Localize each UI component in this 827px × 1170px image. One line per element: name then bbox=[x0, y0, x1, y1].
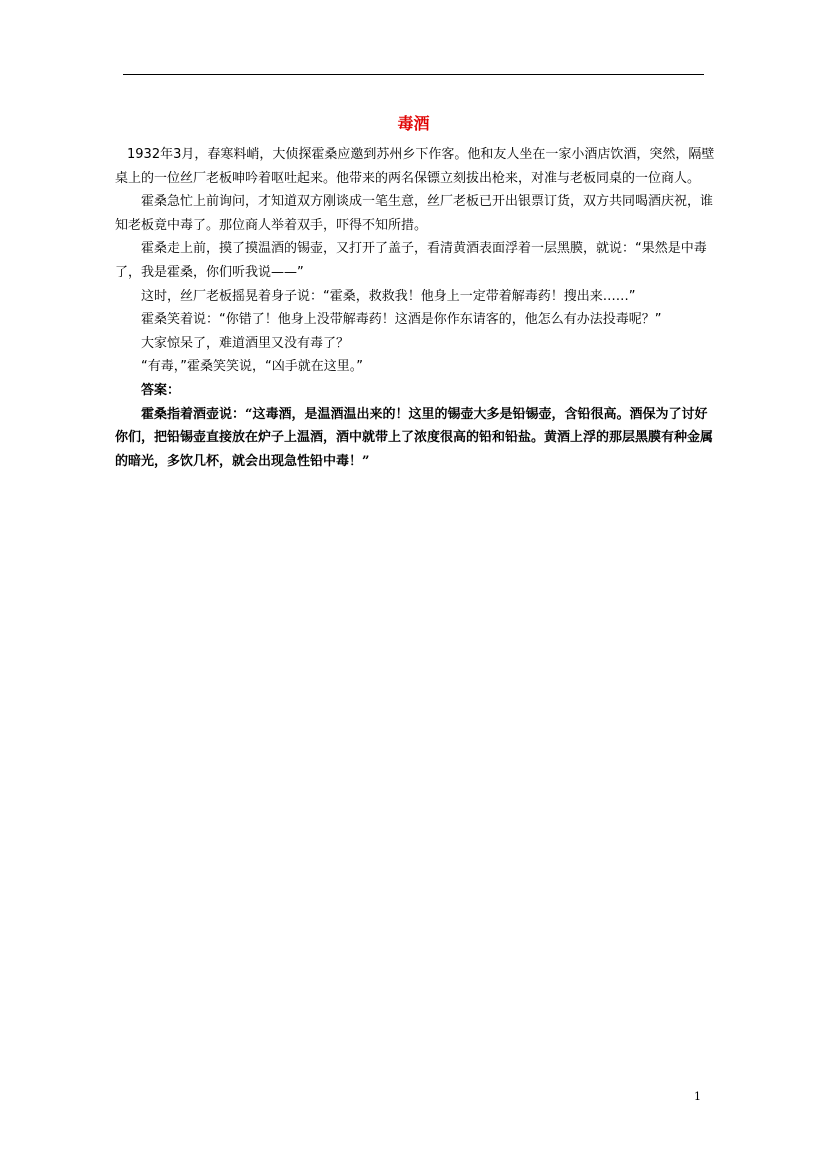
paragraph-1: 1932年3月，春寒料峭，大侦探霍桑应邀到苏州乡下作客。他和友人坐在一家小酒店饮酒，突然，隔壁桌上的一位丝厂老板呻吟着呕吐起来。他带来的两名保镖立刻拔出枪来，对准与老板同桌的一位商人。 bbox=[115, 147, 715, 186]
paragraph-6: 大家惊呆了，难道酒里又没有毒了？ bbox=[141, 335, 350, 351]
document-title: 毒酒 bbox=[397, 114, 430, 133]
answer-label: 答案： bbox=[141, 382, 181, 398]
paragraph-7: “有毒，”霍桑笑笑说，“凶手就在这里。” bbox=[141, 359, 363, 375]
paragraph-3: 霍桑走上前，摸了摸温酒的锡壶，又打开了盖子，看清黄酒表面浮着一层黑膜，就说：“果然是中毒了，我是霍桑，你们听我说——” bbox=[115, 241, 707, 280]
page-number: 1 bbox=[694, 1090, 701, 1103]
paragraph-5: 霍桑笑着说：“你错了！他身上没带解毒药！这酒是你作东请客的，他怎么有办法投毒呢？” bbox=[141, 312, 662, 328]
header-rule bbox=[123, 74, 704, 75]
paragraph-2: 霍桑急忙上前询问，才知道双方刚谈成一笔生意，丝厂老板已开出银票订货，双方共同喝酒庆祝，谁知老板竟中毒了。那位商人举着双手，吓得不知所措。 bbox=[115, 194, 714, 233]
document-body bbox=[115, 143, 719, 473]
paragraph-4: 这时，丝厂老板摇晃着身子说：“霍桑，救救我！他身上一定带着解毒药！搜出来……” bbox=[141, 288, 636, 304]
answer-text: 霍桑指着酒壶说：“这毒酒，是温酒温出来的！这里的锡壶大多是铅锡壶，含铅很高。酒保为了讨好你们，把铅锡壶直接放在炉子上温酒，酒中就带上了浓度很高的铅和铅盐。黄酒上浮的那层黑膜有种金属的暗光，多饮几杯，就会出现急性铅中毒！” bbox=[115, 406, 714, 469]
